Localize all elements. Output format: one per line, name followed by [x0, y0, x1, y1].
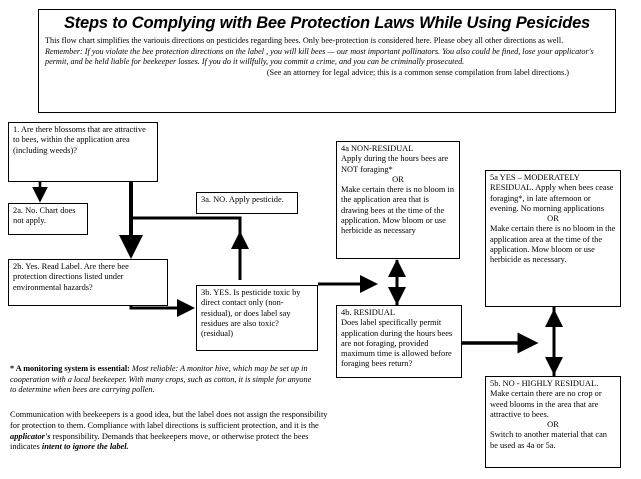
step-2a-text: 2a. No. Chart does not apply. — [13, 206, 76, 226]
step-5a-option-1: 5a YES – MODERATELY RESIDUAL. Apply when bees cease foraging*, in late afternoon or evening. No morning applications — [490, 173, 614, 213]
step-3b-text: 3b. YES. Is pesticide toxic by direct contact only (non-residual), or does label say residues are also toxic? (residual) — [201, 288, 301, 338]
step-5b-box — [485, 376, 621, 468]
step-3b-box — [196, 285, 318, 351]
step-3a-text: 3a. NO. Apply pesticide. — [201, 195, 284, 204]
step-4a-option-1: Apply during the hours bees are NOT foraging* — [341, 154, 449, 174]
chart-title: Steps to Complying with Bee Protection Laws While Using Pesicides — [63, 14, 591, 32]
monitor-note-text: Most reliable: A monitor hive, which may be set up in cooperation with a local beekeeper. With many crops, such as cotton, it is simple for anyone to determine when bees are carrying pollen. — [10, 364, 312, 394]
step-5b-option-2: Switch to another material that can be used as 4a or 5a. — [490, 430, 607, 450]
communication-note-emphasis-2: intent to ignore the label. — [41, 442, 129, 452]
step-1-text: 1. Are there blossoms that are attractive to bees, within the application area (including weeds)? — [13, 125, 146, 155]
remember-text: Remember: If you violate the bee protection directions on the label , you will kill bees — our most important pollinators. You also could be fined, lose your applicator's permit, and be held liable for beekeeper losses. If you do it willfully, you commit a crime, and you can be criminally prosecuted. — [45, 46, 594, 67]
communication-note-emphasis-1: applicator's — [10, 431, 51, 441]
step-1-box — [8, 122, 158, 182]
step-5b-or: OR — [547, 420, 559, 429]
step-4a-option-2: Make certain there is no bloom in the application area that is drawing bees at the time of the application. Mow bloom or use herbicide as necessary — [341, 185, 455, 235]
step-4b-box — [336, 305, 462, 378]
intro-text: This flow chart simplifies the variouis directions on pesticides regarding bees. Only bee-protection is considered here. Please obey all other directions as well. — [45, 36, 564, 46]
step-4a-box — [336, 141, 460, 259]
step-2b-box — [8, 259, 168, 306]
step-4b-title: 4b. RESIDUAL — [341, 308, 395, 317]
advice-text: (See an attorney for legal advice; this is a common sense compilation from label directions.) — [266, 68, 569, 78]
communication-note-text: Communication with beekeepers is a good idea, but the label does not assign the responsibility for protection to them. Compliance with label directions is sufficient protection, and it is the — [10, 410, 328, 430]
step-2a-box — [8, 203, 88, 235]
step-5a-or: OR — [547, 214, 559, 223]
step-5a-option-2: Make certain there is no bloom in the application area at the time of the application. Mow bloom or use herbicide as necessary. — [490, 224, 616, 264]
step-5a-box — [485, 170, 621, 307]
communication-note-mid: responsibility. Demands that beekeepers move, or otherwise protect the bees indicates — [10, 431, 309, 452]
step-4a-title: 4a NON-RESIDUAL — [341, 144, 414, 153]
step-4b-text: Does label specifically permit application during the hours bees are not foraging, provided maximum time is allowed before foraging bees return? — [341, 318, 453, 369]
step-2b-text: 2b. Yes. Read Label. Are there bee protection directions listed under environmental hazards? — [13, 262, 129, 292]
step-3a-box — [196, 192, 298, 214]
step-4a-or: OR — [392, 174, 404, 184]
monitor-note — [10, 364, 315, 396]
monitor-note-lead: * A monitoring system is essential: — [10, 364, 130, 373]
communication-note — [10, 410, 328, 453]
step-5b-option-1: 5b. NO - HIGHLY RESIDUAL. Make certain there are no crop or weed blooms in the area that are attractive to bees. — [490, 379, 602, 419]
